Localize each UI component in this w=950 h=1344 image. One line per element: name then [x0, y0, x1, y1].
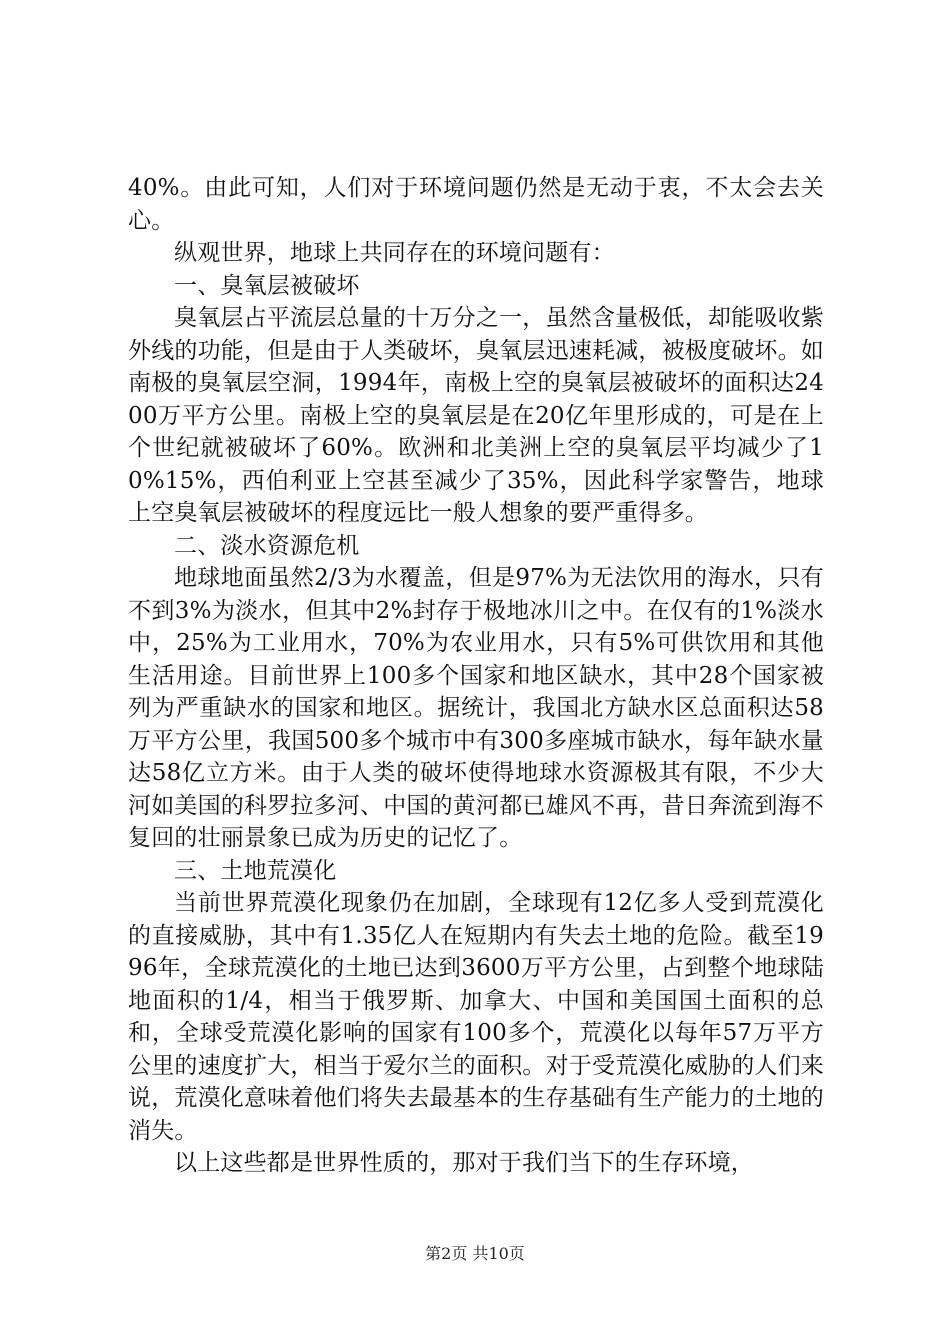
body-paragraph: 臭氧层占平流层总量的十万分之一，虽然含量极低，却能吸收紫外线的功能，但是由于人类破坏，臭氧层迅速耗减，被极度破坏。如南极的臭氧层空洞，1994年，南极上空的臭氧层被破坏的面积达2400万平方公里。南极上空的臭氧层是在20亿年里形成的，可是在上个世纪就被破坏了60%。欧洲和北美洲上空的臭氧层平均减少了10%15%，西伯利亚上空甚至减少了35%，因此科学家警告，地球上空臭氧层被破坏的程度远比一般人想象的要严重得多。	[128, 305, 824, 526]
body-paragraph: 当前世界荒漠化现象仍在加剧，全球现有12亿多人受到荒漠化的直接威胁，其中有1.35亿人在短期内有失去土地的危险。截至1996年，全球荒漠化的土地已达到3600万平方公里，占到整个地球陆地面积的1/4，相当于俄罗斯、加拿大、中国和美国国土面积的总和，全球受荒漠化影响的国家有100多个，荒漠化以每年57万平方公里的速度扩大，相当于爱尔兰的面积。对于受荒漠化威胁的人们来说，荒漠化意味着他们将失去最基本的生存基础有生产能力的土地的消失。	[128, 890, 824, 1144]
body-paragraph: 地球地面虽然2/3为水覆盖，但是97%为无法饮用的海水，只有不到3%为淡水，但其中2%封存于极地冰川之中。在仅有的1%淡水中，25%为工业用水，70%为农业用水，只有5%可供饮用和其他生活用途。目前世界上100多个国家和地区缺水，其中28个国家被列为严重缺水的国家和地区。据统计，我国北方缺水区总面积达58万平方公里，我国500多个城市中有300多座城市缺水，每年缺水量达58亿立方米。由于人类的破坏使得地球水资源极其有限，不少大河如美国的科罗拉多河、中国的黄河都已雄风不再，昔日奔流到海不复回的壮丽景象已成为历史的记忆了。	[128, 565, 824, 851]
section-heading: 一、臭氧层被破坏	[174, 272, 360, 299]
body-paragraph: 40%。由此可知，人们对于环境问题仍然是无动于衷，不太会去关心。	[128, 175, 824, 234]
section-heading: 三、土地荒漠化	[174, 857, 337, 884]
section-heading: 二、淡水资源危机	[174, 532, 360, 559]
page-number-footer: 第2页 共10页	[425, 1244, 525, 1263]
body-paragraph: 以上这些都是世界性质的，那对于我们当下的生存环境，	[174, 1150, 754, 1176]
body-paragraph: 纵观世界，地球上共同存在的环境问题有：	[174, 240, 615, 266]
document-body	[128, 172, 824, 1180]
